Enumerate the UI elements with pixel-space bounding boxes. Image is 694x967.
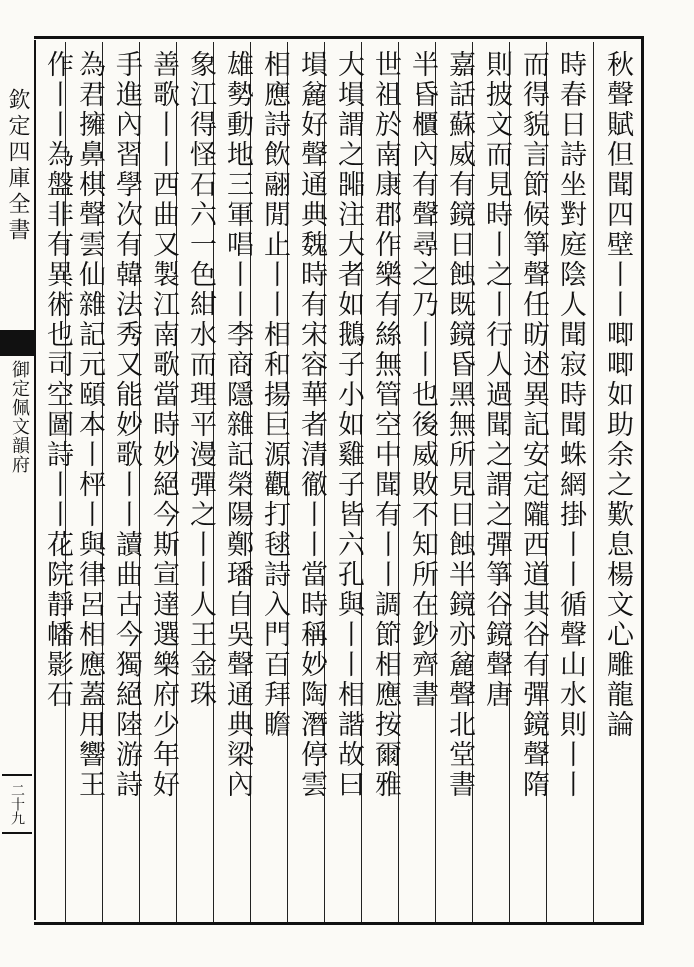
text-column-16: 作丨丨為盤非有異術也司空圖詩丨丨花院靜幡影石 [42,50,73,710]
text-column-7: 世祖於南康郡作樂有絲無管空中聞有丨丨調節相應按爾雅 [370,50,401,800]
text-column-1: 秋聲賦但聞四壁丨丨唧唧如助余之歎息楊文心雕龍論 [602,50,633,740]
text-column-14: 手進內習學次有韓法秀又能妙歌丨丨讀曲古今獨絕陸游詩 [111,50,142,800]
column-rule [593,42,594,922]
text-column-5: 嘉話蘇威有鏡日蝕既鏡昏黑無所見日蝕半鏡亦麄聲北堂書 [444,50,475,800]
text-column-10: 相應詩飲翮閒止丨丨相和揚巨源觀打毬詩入門百拜瞻 [259,50,290,740]
page-number: 二十九 [2,774,32,834]
text-column-15: 為君擁鼻棋聲雲仙雜記元頤本丨枰丨與律呂相應蓋用響王 [74,50,105,800]
text-column-12: 象江得怪石六一色紺水而理平漫彈之丨丨人王金珠 [185,50,216,710]
text-column-3: 而得貌言節候箏聲任昉述異記安定隴西道其谷有彈鏡聲隋 [518,50,549,800]
text-column-4: 則披文而見時丨之丨行人過聞之謂之彈箏谷鏡聲唐 [481,50,512,710]
text-column-8: 大塤謂之嘂注大者如鵝子小如雞子皆六孔與丨丨相諧故曰 [333,50,364,800]
book-subtitle: 御定佩文韻府 [9,360,30,474]
text-column-6: 半昏櫃內有聲尋之乃丨丨也後威敗不知所在鈔齊書 [407,50,438,710]
text-column-13: 善歌丨丨西曲又製江南歌當時妙絕今斯宣達選樂府少年好 [148,50,179,800]
frame-right-border [641,36,644,925]
book-title: 欽定四庫全書 [5,88,30,244]
text-column-2: 時春日詩坐對庭陰人聞寂時聞蛛網掛丨丨循聲山水則丨丨 [555,50,586,800]
frame-top-border [34,36,644,39]
margin-column [0,40,36,920]
text-column-9: 塤麄好聲通典魏時有宋容華者清徹丨丨當時稱妙陶潛停雲 [296,50,327,800]
text-column-11: 雄勢動地三軍唱丨丨李商隱雜記榮陽鄭璠自吳聲通典梁內 [222,50,253,800]
fishtail-band [0,330,34,356]
frame-bottom-border [34,922,644,925]
